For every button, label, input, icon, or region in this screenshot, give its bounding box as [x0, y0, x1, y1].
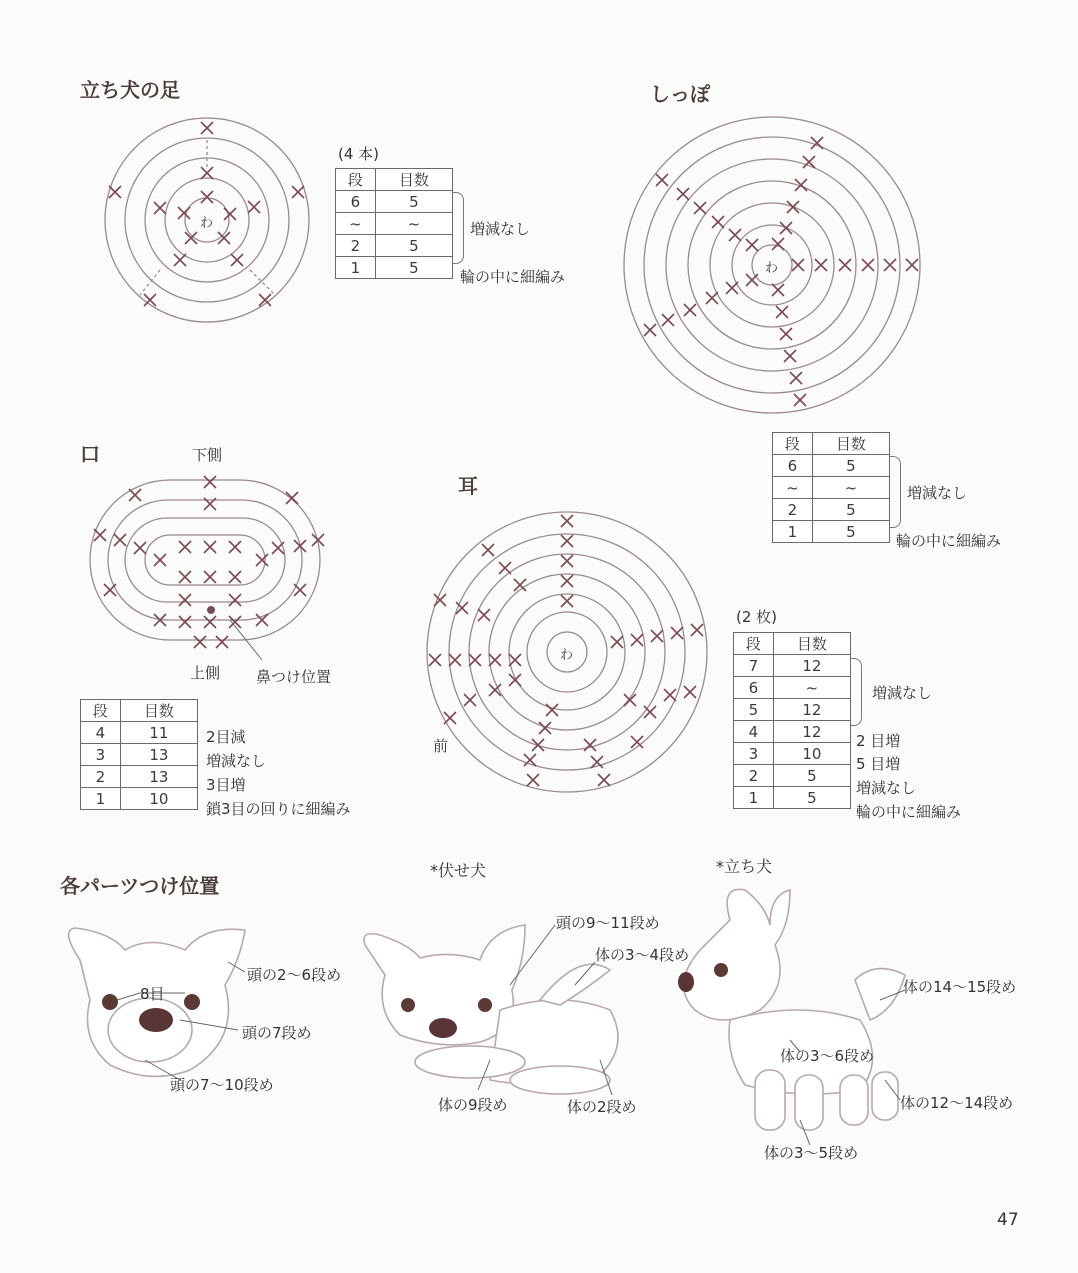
table-cell: 5	[812, 455, 889, 477]
table-cell: 6	[734, 677, 774, 699]
legs-header-stitches: 目数	[375, 169, 452, 191]
tail-table	[772, 432, 890, 543]
ear-note-row3: 5 目増	[856, 755, 901, 773]
mouth-table	[80, 699, 198, 810]
table-cell: ~	[773, 477, 813, 499]
table-cell: 1	[81, 788, 121, 810]
head-label-7: 頭の7段め	[242, 1024, 312, 1042]
page-number: 47	[997, 1210, 1019, 1230]
table-cell: 5	[773, 787, 850, 809]
lying-dog-label: *伏せ犬	[430, 861, 487, 880]
lying-right-eye	[478, 998, 492, 1012]
table-cell: 6	[336, 191, 376, 213]
table-cell: 5	[734, 699, 774, 721]
head-label-8: 8目	[140, 985, 165, 1003]
lying-label-head-9-11: 頭の9〜11段め	[556, 914, 660, 932]
ear-header-stitches: 目数	[773, 633, 850, 655]
table-cell: 5	[375, 235, 452, 257]
legs-note-no-change: 増減なし	[470, 220, 531, 238]
ear-title: 耳	[458, 474, 478, 498]
legs-header-round: 段	[336, 169, 376, 191]
mouth-label-bottom: 下側	[192, 446, 223, 464]
standing-label-body-3-5: 体の3〜5段め	[764, 1144, 859, 1162]
standing-dog-illustration	[684, 889, 905, 1130]
legs-center-label: わ	[200, 216, 214, 231]
table-cell: 1	[773, 521, 813, 543]
table-cell: 10	[120, 788, 197, 810]
table-cell: 7	[734, 655, 774, 677]
tail-header-stitches: 目数	[812, 433, 889, 455]
ear-note-row1: 輪の中に細編み	[856, 803, 962, 821]
ear-note-no-change: 増減なし	[872, 684, 933, 702]
mouth-label-top: 上側	[190, 664, 221, 682]
tail-header-round: 段	[773, 433, 813, 455]
tail-stitches	[644, 137, 918, 406]
legs-count: (4 本)	[338, 145, 380, 163]
table-cell: ~	[773, 677, 850, 699]
mouth-note-row3: 増減なし	[206, 752, 267, 770]
table-cell: 1	[336, 257, 376, 279]
standing-dog-label: *立ち犬	[716, 857, 773, 876]
standing-label-body-12-14: 体の12〜14段め	[900, 1094, 1014, 1112]
tail-note-no-change: 増減なし	[907, 484, 968, 502]
table-cell: 12	[773, 699, 850, 721]
ear-center-label: わ	[560, 648, 574, 663]
table-cell: 5	[375, 191, 452, 213]
mouth-label-nose: 鼻つけ位置	[256, 668, 332, 686]
table-cell: ~	[336, 213, 376, 235]
ear-label-front: 前	[433, 737, 449, 755]
mouth-header-round: 段	[81, 700, 121, 722]
legs-note-ring: 輪の中に細編み	[460, 268, 566, 286]
standing-label-body-14-15: 体の14〜15段め	[903, 978, 1017, 996]
standing-label-body-3-6: 体の3〜6段め	[780, 1047, 875, 1065]
standing-eye	[714, 963, 728, 977]
ear-count: (2 枚)	[736, 608, 778, 626]
lying-label-body-3-4: 体の3〜4段め	[595, 946, 690, 964]
table-cell: 5	[375, 257, 452, 279]
table-cell: 12	[773, 721, 850, 743]
ear-note-row4: 2 目増	[856, 732, 901, 750]
legs-title: 立ち犬の足	[80, 78, 180, 102]
table-cell: 12	[773, 655, 850, 677]
table-cell: 6	[773, 455, 813, 477]
lying-dog-illustration	[364, 925, 618, 1094]
ear-table	[733, 632, 851, 809]
table-cell: ~	[375, 213, 452, 235]
table-cell: 10	[773, 743, 850, 765]
table-cell: 13	[120, 744, 197, 766]
tail-title: しっぽ	[650, 82, 710, 106]
ear-bracket	[851, 658, 862, 726]
mouth-note-row4: 2目減	[206, 728, 246, 746]
ear-note-row2: 増減なし	[856, 779, 917, 797]
lying-nose	[429, 1018, 457, 1038]
table-cell: 13	[120, 766, 197, 788]
head-left-eye	[102, 994, 118, 1010]
table-cell: 2	[336, 235, 376, 257]
table-cell: 2	[734, 765, 774, 787]
table-cell: 1	[734, 787, 774, 809]
table-cell: 4	[81, 722, 121, 744]
ear-header-round: 段	[734, 633, 774, 655]
table-cell: 11	[120, 722, 197, 744]
tail-bracket	[890, 456, 901, 528]
table-cell: 4	[734, 721, 774, 743]
mouth-note-row1: 鎖3目の回りに細編み	[206, 800, 351, 818]
lying-label-body-2: 体の2段め	[567, 1098, 637, 1116]
table-cell: 5	[812, 499, 889, 521]
mouth-header-stitches: 目数	[120, 700, 197, 722]
table-cell: 5	[773, 765, 850, 787]
tail-center-label: わ	[765, 261, 779, 276]
table-cell: 3	[734, 743, 774, 765]
head-label-2-6: 頭の2〜6段め	[247, 966, 342, 984]
table-cell: 5	[812, 521, 889, 543]
tail-note-ring: 輪の中に細編み	[896, 532, 1002, 550]
legs-bracket	[453, 192, 464, 264]
table-cell: 2	[81, 766, 121, 788]
table-cell: 2	[773, 499, 813, 521]
head-label-7-10: 頭の7〜10段め	[170, 1076, 274, 1094]
legs-table	[335, 168, 453, 279]
head-nose	[139, 1008, 173, 1032]
parts-title: 各パーツつけ位置	[60, 874, 220, 898]
mouth-title: 口	[80, 442, 100, 466]
mouth-note-row2: 3目増	[206, 776, 246, 794]
table-cell: 3	[81, 744, 121, 766]
standing-nose	[678, 972, 694, 992]
nose-position-dot	[207, 606, 215, 614]
lying-label-body-9: 体の9段め	[438, 1096, 508, 1114]
table-cell: ~	[812, 477, 889, 499]
head-right-eye	[184, 994, 200, 1010]
lying-left-eye	[401, 998, 415, 1012]
